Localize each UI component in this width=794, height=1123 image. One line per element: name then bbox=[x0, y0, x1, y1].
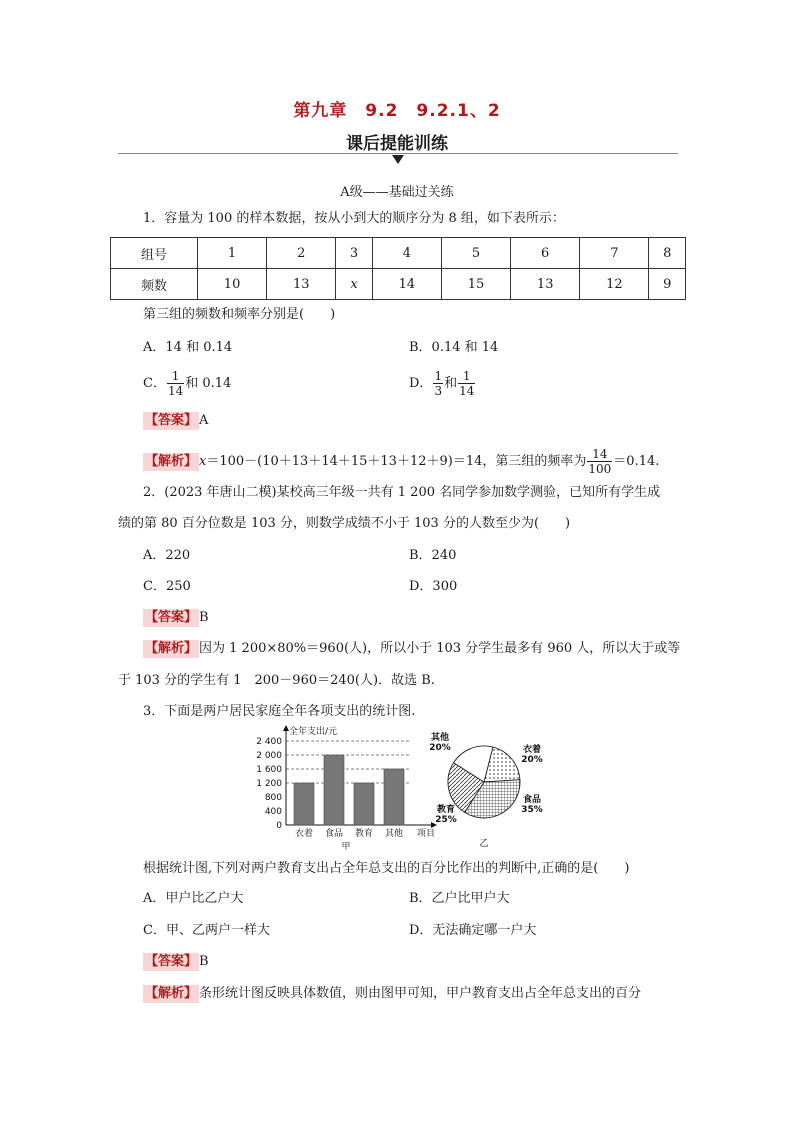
q3-option-b: B．乙户比甲户大 bbox=[409, 891, 510, 906]
x-tick-label: 食品 bbox=[324, 829, 344, 839]
divider-triangle-icon bbox=[392, 155, 404, 164]
fraction-num: 1 bbox=[167, 369, 184, 384]
pie-chart-plot bbox=[429, 731, 543, 849]
table-cell: 7 bbox=[580, 238, 649, 269]
table-cell: 8 bbox=[649, 238, 686, 269]
table-row bbox=[111, 269, 686, 300]
option-d-prefix: D． bbox=[409, 376, 433, 391]
bar bbox=[384, 769, 404, 825]
y-tick-label: 800 bbox=[264, 793, 282, 803]
bar bbox=[294, 783, 314, 825]
y-tick-label: 0 bbox=[276, 821, 282, 831]
q2-option-b: B．240 bbox=[409, 548, 457, 563]
y-tick-label: 1 600 bbox=[256, 765, 282, 775]
q1-stem: 1．容量为 100 的样本数据，按从小到大的顺序分为 8 组，如下表所示： bbox=[143, 211, 565, 226]
y-tick-label: 2 000 bbox=[256, 751, 282, 761]
table-header-cell: 组号 bbox=[111, 238, 198, 269]
q1-option-a: A．14 和 0.14 bbox=[143, 340, 233, 355]
chapter-title: 第九章 9.2 9.2.1、2 bbox=[293, 101, 501, 121]
frequency-table bbox=[110, 237, 686, 300]
q1-analysis bbox=[143, 447, 659, 476]
analysis-tag: 【解析】 bbox=[145, 986, 198, 1001]
table-cell: 9 bbox=[649, 269, 686, 300]
option-c-prefix: C． bbox=[143, 376, 166, 391]
x-tick-label: 其他 bbox=[384, 829, 404, 839]
option-c-suffix: 和 0.14 bbox=[185, 376, 232, 391]
q2-stem-line1: 2．(2023 年唐山二模)某校高三年级一共有 1 200 名同学参加数学测验，已知所有学生成 bbox=[143, 485, 661, 500]
answer-value: B bbox=[199, 954, 209, 969]
fraction-den: 3 bbox=[434, 384, 443, 398]
table-cell: 10 bbox=[198, 269, 267, 300]
q1-question: 第三组的频数和频率分别是( ) bbox=[143, 307, 336, 322]
table-row bbox=[111, 238, 686, 269]
q2-analysis-line2: 于 103 分的学生有 1 200－960＝240(人)．故选 B. bbox=[118, 673, 435, 688]
table-cell: 13 bbox=[511, 269, 580, 300]
table-cell: 12 bbox=[580, 269, 649, 300]
y-axis-label: 全年支出/元 bbox=[289, 727, 338, 737]
q3-option-d: D．无法确定哪一户大 bbox=[409, 923, 537, 938]
table-cell: 14 bbox=[372, 269, 441, 300]
q1-option-d bbox=[409, 369, 476, 398]
analysis-text: 条形统计图反映具体数值，则由图甲可知，甲户教育支出占全年总支出的百分 bbox=[199, 986, 642, 1001]
answer-tag: 【答案】 bbox=[145, 954, 198, 969]
analysis-tag: 【解析】 bbox=[145, 454, 198, 469]
slice-percent: 20% bbox=[429, 743, 451, 753]
x-tick-label: 教育 bbox=[354, 829, 374, 839]
q3-stem: 3．下面是两户居民家庭全年各项支出的统计图. bbox=[143, 704, 416, 719]
analysis-text: 因为 1 200×80%＝960(人)，所以小于 103 分学生最多有 960 人，所以大于或等 bbox=[199, 641, 681, 656]
fraction bbox=[433, 369, 443, 398]
analysis-text: ＝100－(10＋13＋14＋15＋13＋12＋9)＝14，第三组的频率为 bbox=[206, 454, 587, 469]
fraction-den: 14 bbox=[167, 384, 184, 398]
q2-stem-line2: 绩的第 80 百分位数是 103 分，则数学成绩不小于 103 分的人数至少为( ) bbox=[118, 516, 571, 531]
answer-tag: 【答案】 bbox=[145, 610, 198, 625]
bar-chart-plot bbox=[256, 725, 437, 852]
q2-analysis-line1 bbox=[143, 640, 680, 658]
chart-title: 乙 bbox=[479, 839, 489, 849]
table-cell: 3 bbox=[336, 238, 373, 269]
y-tick-label: 1 200 bbox=[256, 779, 282, 789]
pie-chart-yi bbox=[420, 728, 570, 852]
table-header-cell: 频数 bbox=[111, 269, 198, 300]
table-cell: 4 bbox=[372, 238, 441, 269]
q3-option-a: A．甲户比乙户大 bbox=[143, 891, 244, 906]
q2-option-a: A．220 bbox=[143, 548, 191, 563]
fraction-den: 100 bbox=[588, 462, 612, 476]
slice-label: 食品 bbox=[522, 795, 542, 805]
analysis-var: x bbox=[199, 454, 207, 469]
answer-tag: 【答案】 bbox=[145, 413, 198, 428]
q2-answer bbox=[143, 609, 209, 627]
bar bbox=[354, 783, 374, 825]
q1-option-b: B．0.14 和 14 bbox=[409, 340, 499, 355]
slice-label: 衣着 bbox=[522, 745, 542, 755]
q2-option-c: C．250 bbox=[143, 579, 191, 594]
q3-analysis-line1 bbox=[143, 985, 641, 1003]
fraction-num: 1 bbox=[458, 369, 475, 384]
section-subtitle: 课后提能训练 bbox=[346, 134, 448, 154]
analysis-end: ＝0.14. bbox=[613, 454, 660, 469]
slice-label: 其他 bbox=[430, 733, 450, 743]
chart-title: 甲 bbox=[341, 842, 351, 852]
fraction bbox=[458, 369, 475, 398]
q2-option-d: D．300 bbox=[409, 579, 458, 594]
table-cell: 15 bbox=[441, 269, 510, 300]
table-cell: 5 bbox=[441, 238, 510, 269]
q1-answer bbox=[143, 412, 208, 430]
slice-percent: 35% bbox=[521, 805, 543, 815]
q3-answer bbox=[143, 953, 209, 971]
fraction bbox=[587, 447, 612, 476]
analysis-tag: 【解析】 bbox=[145, 641, 198, 656]
y-tick-label: 2 400 bbox=[256, 737, 282, 747]
q3-question: 根据统计图,下列对两户教育支出占全年总支出的百分比作出的判断中,正确的是( ) bbox=[143, 861, 630, 876]
slice-percent: 20% bbox=[521, 755, 543, 765]
table-cell: 2 bbox=[267, 238, 336, 269]
bar bbox=[324, 755, 344, 825]
q1-option-c bbox=[143, 369, 231, 398]
slice-percent: 25% bbox=[435, 815, 457, 825]
y-tick-label: 400 bbox=[264, 807, 282, 817]
x-axis-label: 项目 bbox=[416, 829, 436, 839]
fraction bbox=[167, 369, 184, 398]
fraction-num: 1 bbox=[434, 369, 443, 383]
q3-option-c: C．甲、乙两户一样大 bbox=[143, 923, 270, 938]
answer-value: A bbox=[199, 413, 209, 428]
table-cell: 1 bbox=[198, 238, 267, 269]
level-title: A级——基础过关练 bbox=[340, 185, 454, 200]
header-divider bbox=[118, 153, 678, 154]
table-cell: 13 bbox=[267, 269, 336, 300]
slice-label: 教育 bbox=[436, 805, 456, 815]
fraction-den: 14 bbox=[459, 384, 475, 398]
fraction-num: 14 bbox=[587, 447, 612, 462]
table-cell: x bbox=[336, 269, 373, 300]
x-tick-label: 衣着 bbox=[294, 829, 314, 839]
answer-value: B bbox=[199, 610, 209, 625]
table-cell: 6 bbox=[511, 238, 580, 269]
option-d-mid: 和 bbox=[444, 376, 458, 391]
